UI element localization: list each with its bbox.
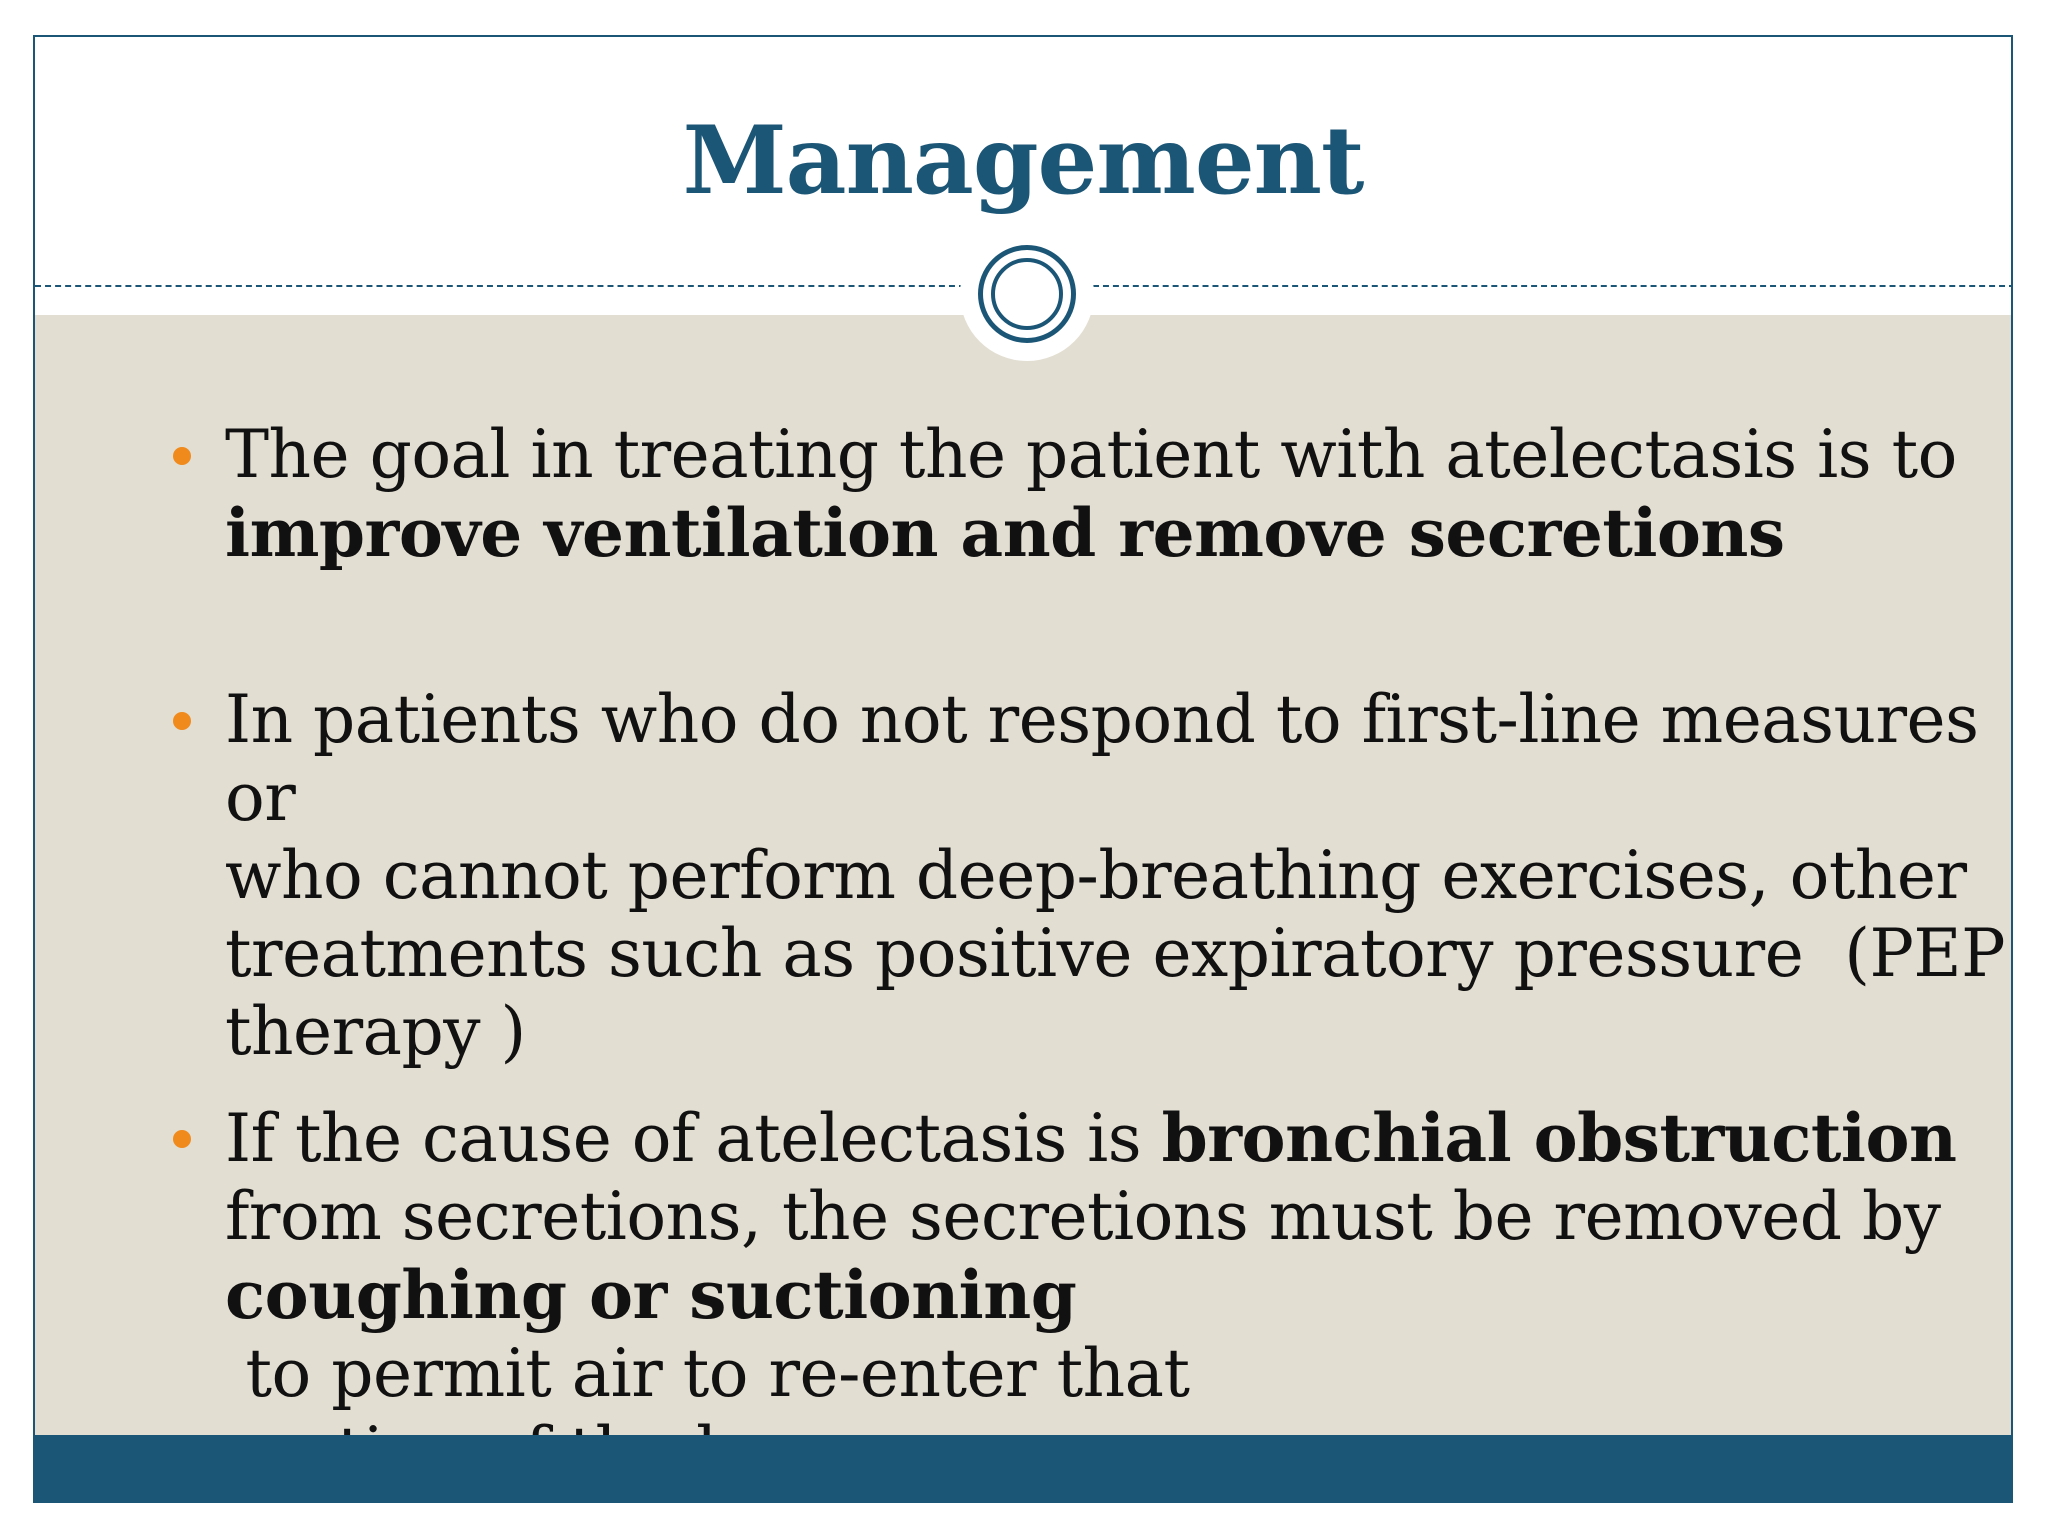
bullet-text-line: who cannot perform deep-breathing exercises, other [225, 837, 1967, 914]
bullet-text-bold: improve ventilation and remove secretions [225, 494, 1785, 572]
bullet-text-bold: bronchial obstruction [1161, 1099, 1957, 1177]
bullet-item-goal [225, 416, 2005, 573]
bullet-dot-icon [173, 447, 191, 465]
circle-ornament-icon [978, 245, 1076, 343]
bullet-text-line: In patients who do not respond to first-line measures or [225, 681, 1979, 836]
bullet-text-line: from secretions, the secretions must be removed by [225, 1178, 1941, 1255]
title-divider-left [35, 285, 965, 287]
bullet-dot-icon [173, 1130, 191, 1148]
bullet-list [35, 315, 2011, 1435]
bullet-text-bold: coughing or suctioning [225, 1256, 1077, 1334]
bullet-item-obstruction [225, 1099, 2005, 1491]
bullet-text-line: The goal in treating the patient with atelectasis is to [225, 416, 1957, 493]
bullet-item-alternative-treatment [225, 681, 2005, 1071]
content-area [35, 315, 2011, 1435]
bullet-text-line: If the cause of atelectasis is [225, 1100, 1162, 1177]
bullet-text-line: treatments such as positive expiratory pressure (PEP [225, 915, 2005, 992]
bullet-text-line: to permit air to re-enter that [225, 1335, 1190, 1412]
circle-ornament-inner [991, 258, 1063, 330]
slide [33, 35, 2013, 1503]
footer-band [35, 1435, 2011, 1503]
title-divider-right [1093, 285, 2013, 287]
slide-title: Management [682, 106, 1364, 216]
bullet-text-line: therapy ) [225, 993, 526, 1070]
bullet-dot-icon [173, 712, 191, 730]
